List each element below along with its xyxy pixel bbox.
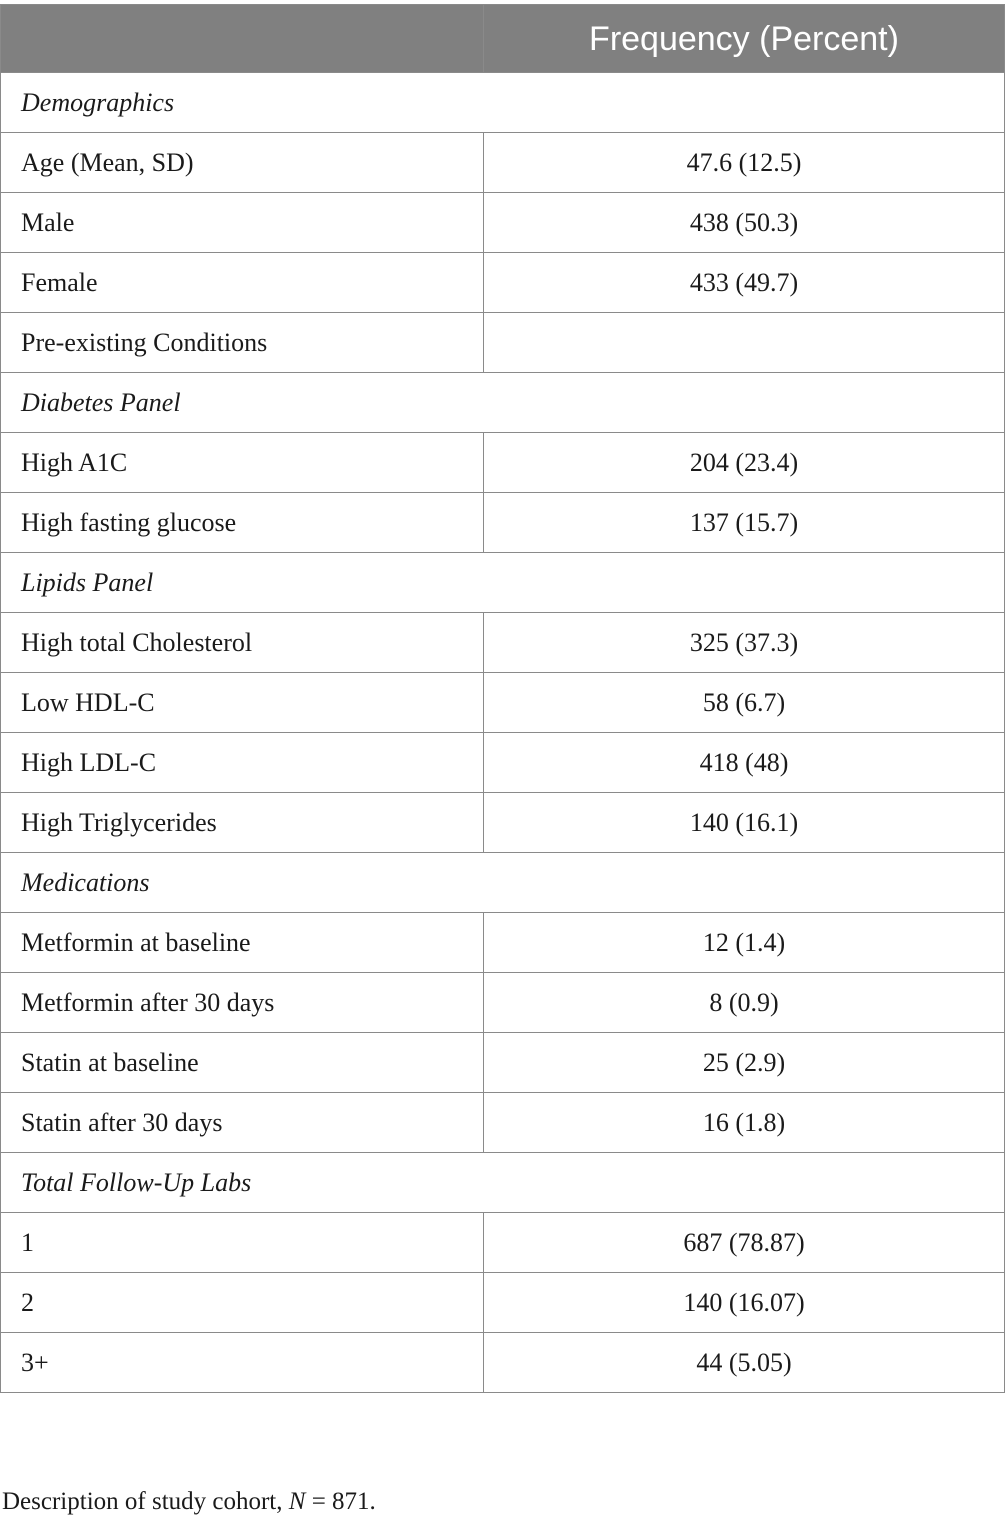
row-value: 16 (1.8): [484, 1093, 1005, 1153]
row-label: Metformin at baseline: [1, 913, 484, 973]
section-heading: Total Follow-Up Labs: [1, 1153, 1005, 1213]
cohort-table: [0, 4, 1005, 1393]
caption-text: Description of study cohort,: [2, 1488, 289, 1515]
section-heading: Diabetes Panel: [1, 373, 1005, 433]
table-row: [1, 613, 1005, 673]
row-value: 433 (49.7): [484, 253, 1005, 313]
table-row: [1, 793, 1005, 853]
table-caption: [2, 1488, 376, 1516]
row-label: High Triglycerides: [1, 793, 484, 853]
section-row: [1, 73, 1005, 133]
row-label: Metformin after 30 days: [1, 973, 484, 1033]
row-value: 140 (16.1): [484, 793, 1005, 853]
row-label: Statin after 30 days: [1, 1093, 484, 1153]
table-row: [1, 1333, 1005, 1393]
row-value: 418 (48): [484, 733, 1005, 793]
table-row: [1, 913, 1005, 973]
row-label: Statin at baseline: [1, 1033, 484, 1093]
header-value-cell: Frequency (Percent): [484, 5, 1005, 73]
table-row: [1, 493, 1005, 553]
row-label: Age (Mean, SD): [1, 133, 484, 193]
row-value: 58 (6.7): [484, 673, 1005, 733]
row-value: 204 (23.4): [484, 433, 1005, 493]
table-row: [1, 193, 1005, 253]
row-label: High LDL-C: [1, 733, 484, 793]
table-row: [1, 1093, 1005, 1153]
row-label: Low HDL-C: [1, 673, 484, 733]
row-label: Male: [1, 193, 484, 253]
table-row: [1, 673, 1005, 733]
row-label: High fasting glucose: [1, 493, 484, 553]
row-label: Female: [1, 253, 484, 313]
header-label-cell: [1, 5, 484, 73]
section-heading: Medications: [1, 853, 1005, 913]
section-row: [1, 373, 1005, 433]
section-heading: Lipids Panel: [1, 553, 1005, 613]
row-value: 140 (16.07): [484, 1273, 1005, 1333]
table-header-row: [1, 5, 1005, 73]
row-value: 687 (78.87): [484, 1213, 1005, 1273]
row-label: 3+: [1, 1333, 484, 1393]
section-row: [1, 553, 1005, 613]
row-label: 1: [1, 1213, 484, 1273]
caption-n-symbol: N: [288, 1488, 306, 1515]
table-row: [1, 133, 1005, 193]
table-row: [1, 313, 1005, 373]
table-row: [1, 1213, 1005, 1273]
row-value: 25 (2.9): [484, 1033, 1005, 1093]
table-row: [1, 1273, 1005, 1333]
table-row: [1, 1033, 1005, 1093]
row-value: 12 (1.4): [484, 913, 1005, 973]
section-row: [1, 853, 1005, 913]
row-value: [484, 313, 1005, 373]
row-label: 2: [1, 1273, 484, 1333]
row-label: Pre-existing Conditions: [1, 313, 484, 373]
row-label: High A1C: [1, 433, 484, 493]
row-value: 8 (0.9): [484, 973, 1005, 1033]
row-value: 438 (50.3): [484, 193, 1005, 253]
row-value: 44 (5.05): [484, 1333, 1005, 1393]
table-body: [1, 73, 1005, 1393]
table-row: [1, 733, 1005, 793]
row-label: High total Cholesterol: [1, 613, 484, 673]
row-value: 137 (15.7): [484, 493, 1005, 553]
caption-n-value: = 871.: [305, 1488, 376, 1515]
row-value: 325 (37.3): [484, 613, 1005, 673]
table-row: [1, 433, 1005, 493]
section-row: [1, 1153, 1005, 1213]
section-heading: Demographics: [1, 73, 1005, 133]
table-row: [1, 253, 1005, 313]
table-row: [1, 973, 1005, 1033]
row-value: 47.6 (12.5): [484, 133, 1005, 193]
